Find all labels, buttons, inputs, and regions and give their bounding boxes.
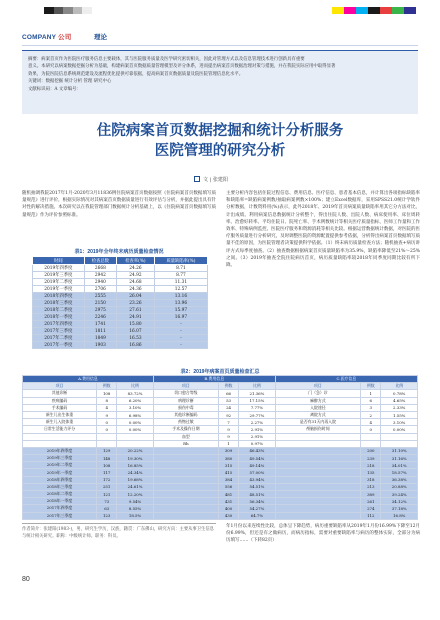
- table1-caption: 表1：2019年全年终末病历质量检查情况: [74, 249, 164, 255]
- table2-sub-header: 比例: [381, 383, 418, 390]
- title-line: 住院病案首页数据挖掘和统计分析服务: [96, 123, 344, 139]
- table2-cell: 入院途径: [275, 404, 360, 411]
- table1-cell: 2018年一季度: [33, 314, 85, 321]
- table2-cell: [275, 433, 360, 440]
- table2-cell: 3: [361, 404, 381, 411]
- table2-cell: 12.20%: [117, 491, 154, 498]
- byline-icon: [194, 176, 200, 182]
- table2-cell: [275, 455, 360, 462]
- table1-cell: -: [154, 342, 207, 349]
- table1: [32, 256, 208, 349]
- table1-cell: 13.96: [154, 300, 207, 307]
- table2-cell: 手术编码: [23, 404, 97, 411]
- table2-cell: 9.54%: [117, 498, 154, 505]
- table-row: [23, 505, 418, 512]
- table2-cell: 4: [361, 419, 381, 426]
- table1-cell: 16.97: [154, 314, 207, 321]
- table2-cell: 2.91%: [239, 426, 276, 433]
- color-swatch: [356, 7, 368, 14]
- table2-cell: [361, 440, 381, 447]
- table-row: [33, 321, 208, 328]
- table2-cell: 20.88%: [381, 483, 418, 490]
- table2-cell: 19.68%: [117, 476, 154, 483]
- table2-cell: [153, 476, 218, 483]
- table2-cell: [275, 476, 360, 483]
- title-line: 医院管理的研究分析: [154, 143, 286, 159]
- table2-cell: 309: [218, 447, 238, 454]
- table2-cell: 24.61%: [117, 483, 154, 490]
- table-row: [33, 300, 208, 307]
- table2-cell: 2018年四季度: [23, 476, 97, 483]
- table2-cell: 135: [361, 469, 381, 476]
- page-number: 80: [22, 576, 30, 583]
- table-row: [23, 469, 418, 476]
- color-swatch: [416, 7, 428, 14]
- table2: [22, 375, 418, 520]
- table2-cell: [361, 433, 381, 440]
- table2-cell: [275, 469, 360, 476]
- table2-cell: 新生儿入院体重: [23, 419, 97, 426]
- table1-header-row: [33, 257, 208, 265]
- table2-cell: 19.30%: [117, 455, 154, 462]
- table2-cell: [275, 483, 360, 490]
- table2-cell: 148: [97, 455, 117, 462]
- table2-cell: 其他诊断: [23, 390, 97, 397]
- table1-cell: 2150: [84, 300, 116, 307]
- color-swatch: [82, 7, 92, 14]
- table1-cell: 23.26: [116, 300, 154, 307]
- table2-cell: 400: [218, 505, 238, 512]
- table2-cell: 药物过敏: [153, 419, 218, 426]
- table2-sub-header: 例数: [361, 383, 381, 390]
- table-row: [23, 512, 418, 519]
- table2-cell: 83.72%: [117, 390, 154, 397]
- color-swatch: [63, 7, 73, 14]
- table2-cell: 损伤中毒: [153, 404, 218, 411]
- table2-cell: 2.27%: [239, 419, 276, 426]
- table1-cell: 15.80: [116, 321, 154, 328]
- table-row: [33, 293, 208, 300]
- table2-cell: 48.51%: [239, 491, 276, 498]
- table2-cell: 108: [97, 462, 117, 469]
- table1-cell: 2555: [84, 293, 116, 300]
- table2-cell: 1.55%: [381, 411, 418, 418]
- table2-cell: Rh: [153, 440, 218, 447]
- table2-cell: 2019年二季度: [23, 462, 97, 469]
- table2-cell: 24.34%: [117, 469, 154, 476]
- table2-cell: 新生儿出生体重: [23, 411, 97, 418]
- table2-cell: 213: [361, 483, 381, 490]
- company-label: COMPANY 公司: [22, 34, 72, 41]
- table1-cell: 8.77: [154, 272, 207, 279]
- table2-cell: 3.10%: [381, 419, 418, 426]
- table2-cell: [153, 491, 218, 498]
- table2-cell: [117, 433, 154, 440]
- table1-cell: 8.71: [154, 265, 207, 272]
- table2-cell: 384: [218, 476, 238, 483]
- left-column-intro: 随机抽调我院2017年1月-2020年3月11836例住院病案首页数据按照《住院病案首页数据填写质量规范》进行评价，根据实际情况对其病案首页数据质量进行有效评估与分析，并据此提出具有针对性的解决措施。本次研究以在我院管理部门数据统计分析基础上，以《住院病案首页数据填写质量规范》作为评价参照标准。: [22, 191, 216, 218]
- table1-cell: 13.16: [154, 293, 207, 300]
- table2-cell: 门（急）诊: [275, 390, 360, 397]
- table2-cell: [275, 491, 360, 498]
- table1-cell: 2017年一季度: [33, 342, 85, 349]
- table1-cell: 24.26: [116, 265, 154, 272]
- color-swatch: [368, 7, 380, 14]
- table2-cell: 2017年三季度: [23, 512, 97, 519]
- table-row: [23, 426, 418, 433]
- table2-cell: 18.57%: [381, 469, 418, 476]
- table-row: [23, 498, 418, 505]
- table2-cell: 36.38%: [381, 476, 418, 483]
- table2-cell: 6.98%: [117, 411, 154, 418]
- table2-cell: 4.65%: [381, 397, 418, 404]
- table1-cell: 2017年四季度: [33, 321, 85, 328]
- table2-cell: 16.85%: [117, 462, 154, 469]
- table2-cell: 415: [218, 469, 238, 476]
- table2-cell: [275, 440, 360, 447]
- keywords-line: 关键词：数据挖掘 统计分析 管理 研究中心: [28, 79, 112, 85]
- table2-cell: 108: [97, 390, 117, 397]
- table1-cell: -: [154, 321, 207, 328]
- table2-cell: 0.00%: [117, 426, 154, 433]
- color-swatch: [332, 7, 344, 14]
- color-swatch: [344, 7, 356, 14]
- table2-cell: [381, 440, 418, 447]
- table2-cell: 73: [97, 498, 117, 505]
- abstract-line: 意义。本研究以病案数据挖掘分析为基础，构建病案首页数据质量管理模型及评分体系，进而提出病案首页数据治理对策与措施，并在我院实际应用中取得显著: [28, 64, 336, 70]
- table2-cell: 43.94%: [239, 476, 276, 483]
- doc-code-line: 文献标识码：A 文章编号：: [28, 86, 81, 92]
- table2-cell: 389: [361, 491, 381, 498]
- table2-cell: [275, 447, 360, 454]
- table1-header-cell: 时间: [33, 257, 85, 265]
- table2-cell: 556: [218, 483, 238, 490]
- table2-cell: 31.10%: [381, 447, 418, 454]
- table2-cell: 切口愈合等级: [153, 390, 218, 397]
- table2-cell: 0.00%: [381, 426, 418, 433]
- table2-cell: 6: [361, 397, 381, 404]
- table2-cell: [275, 505, 360, 512]
- table1-cell: 15.97: [154, 307, 207, 314]
- table2-cell: 7: [218, 419, 238, 426]
- table2-cell: 21.36%: [239, 390, 276, 397]
- table2-cell: 54.51%: [239, 483, 276, 490]
- table2-cell: 39.24%: [381, 491, 418, 498]
- table2-cell: 1: [218, 440, 238, 447]
- table2-cell: 2017年四季度: [23, 505, 97, 512]
- table1-cell: 16.07: [116, 328, 154, 335]
- table2-cell: 0: [361, 426, 381, 433]
- table2-cell: 172: [97, 476, 117, 483]
- table2-cell: [153, 455, 218, 462]
- table2-cell: [153, 505, 218, 512]
- table2-cell: 1: [361, 390, 381, 397]
- table1-cell: 2975: [84, 307, 116, 314]
- table2-cell: 274: [361, 505, 381, 512]
- color-calibration-bar-right: [332, 7, 428, 14]
- table-row: [23, 411, 418, 418]
- table2-cell: 17.15%: [239, 397, 276, 404]
- table2-cell: 病理诊断: [153, 397, 218, 404]
- table2-group-header-row: [23, 376, 418, 383]
- table1-cell: 24.68: [116, 279, 154, 286]
- table2-caption: 表2：2019年病案首页质量检查汇总: [180, 369, 260, 375]
- table2-cell: 8: [97, 397, 117, 404]
- table-row: [33, 265, 208, 272]
- author-byline: 文 | 张建阳: [194, 176, 228, 183]
- table2-cell: [97, 440, 117, 447]
- table1-cell: 1741: [84, 321, 116, 328]
- table-row: [33, 279, 208, 286]
- table2-cell: 54.27%: [239, 505, 276, 512]
- table2-cell: 2018年一季度: [23, 498, 97, 505]
- table1-cell: 26.04: [116, 293, 154, 300]
- table2-cell: 63: [97, 505, 117, 512]
- table2-cell: 2019年一季度: [23, 469, 97, 476]
- table2-cell: 380: [218, 455, 238, 462]
- table-row: [33, 342, 208, 349]
- table2-cell: [23, 440, 97, 447]
- abstract-line: 效果，为院医院信息系统规范建设及流程优化提供可靠依据，提高病案首页数据质量及院医院管理信息化水平。: [28, 71, 244, 77]
- table2-cell: [275, 512, 360, 519]
- table1-cell: 24.92: [116, 272, 154, 279]
- table2-cell: 200: [361, 447, 381, 454]
- table1-cell: 2246: [84, 314, 116, 321]
- table2-cell: 8.55%: [117, 505, 154, 512]
- color-swatch: [73, 7, 83, 14]
- table-row: [23, 447, 418, 454]
- table-row: [23, 476, 418, 483]
- table2-cell: 2.33%: [381, 404, 418, 411]
- table2-cell: 16.8%: [381, 512, 418, 519]
- table2-cell: 218: [361, 462, 381, 469]
- table2-cell: [153, 483, 218, 490]
- table2-sub-header: 项目: [275, 383, 360, 390]
- table2-cell: 0.78%: [381, 390, 418, 397]
- right-column-text: 主要分析内容包括住院过程信息、费用信息、医疗信息、患者基本信息，并计算出各项指标缺陷率和缺陷率=缺陷病案例数/抽取病案例数×100%；建立Excel数据库，采用SPSS21.0统计学软件分析数据，计数资料用(%)表示，此外2018年、2019年首页病案质量缺陷率用其它分方法对比，计出成绩。利用病案信息数据统计分析整个，得出住院人数、出院人数、病床使用率、床位周转率、治愈好转率、平均住院日、院死亡率、手术例数统计等相关医疗质量指标，医师工作量和工作效率、特殊病例监控、医院医疗服务和资源消耗等相关比较。根据运营数据统计数据，对医院的医疗服务质量进行分析研究，及时调整医院的资源配置提供参考依据，分析得出病案首页数据填写质量不佳的原因，为医院管理者决策提供科学依据。（1）终末病历质量检查方法；随机抽查+病历讲评方式每季度抽查。（2）抽查数据根据病案首页质量缺陷率为35.9%，缺陷率降低至21%～25%之间。（3）2019年抽查全院住院病历首页，病历质量缺陷率较2018年同季度同期比较有所下降。: [226, 191, 420, 269]
- table2-cell: 2: [361, 411, 381, 418]
- table2-cell: 2.91%: [239, 433, 276, 440]
- color-swatch: [380, 7, 392, 14]
- table1-cell: 12.57: [154, 286, 207, 293]
- table2-group-header: B.费用信息: [153, 376, 275, 383]
- table-row: [33, 307, 208, 314]
- color-swatch: [44, 7, 54, 14]
- table2-cell: 31.16%: [381, 455, 418, 462]
- table1-cell: 1811: [84, 328, 116, 335]
- table1-cell: 11.31: [154, 279, 207, 286]
- table2-cell: 0: [97, 419, 117, 426]
- table2-cell: [153, 498, 218, 505]
- table2-group-header: C.医疗信息: [275, 376, 417, 383]
- table2-cell: 日常生活能力评分: [23, 426, 97, 433]
- table1-header-cell: 质量缺陷率(%): [154, 257, 207, 265]
- table2-cell: 颅脑损伤时间: [275, 426, 360, 433]
- table2-cell: 0: [97, 426, 117, 433]
- table2-cell: 18.5%: [117, 512, 154, 519]
- table-row: [23, 455, 418, 462]
- table1-cell: 2940: [84, 279, 116, 286]
- abstract-box: [22, 50, 418, 114]
- table-row: [23, 491, 418, 498]
- table1-cell: 2019年一季度: [33, 286, 85, 293]
- table2-cell: 46.43%: [239, 447, 276, 454]
- table2-cell: 24: [218, 404, 238, 411]
- table2-cell: 129: [97, 447, 117, 454]
- table2-cell: 29.77%: [239, 411, 276, 418]
- table1-cell: 2019年三季度: [33, 272, 85, 279]
- table2-cell: 34.12%: [381, 498, 418, 505]
- table2-cell: 麻醉方式: [275, 397, 360, 404]
- table2-sub-header: 比例: [239, 383, 276, 390]
- table1-cell: 2018年四季度: [33, 293, 85, 300]
- table1-cell: 1849: [84, 335, 116, 342]
- table1-cell: 2017年三季度: [33, 328, 85, 335]
- table2-sub-header: 例数: [218, 383, 238, 390]
- table2-cell: 92: [218, 411, 238, 418]
- table1-cell: 16.53: [116, 335, 154, 342]
- table1-header-cell: 检查总数: [84, 257, 116, 265]
- table1-cell: 24.36: [116, 286, 154, 293]
- table2-cell: [275, 498, 360, 505]
- table2-cell: [117, 440, 154, 447]
- table2-cell: 251: [97, 483, 117, 490]
- table2-sub-header: 项目: [23, 383, 97, 390]
- table2-sub-header: 项目: [153, 383, 218, 390]
- table2-cell: 34.01%: [381, 462, 418, 469]
- table2-cell: 疾病编码: [23, 397, 97, 404]
- table2-cell: 318: [361, 476, 381, 483]
- table2-cell: 481: [218, 491, 238, 498]
- table1-cell: 2019年四季度: [33, 265, 85, 272]
- table2-cell: 9: [218, 426, 238, 433]
- table-row: [33, 272, 208, 279]
- table2-cell: [23, 433, 97, 440]
- table2-cell: 56.34%: [239, 498, 276, 505]
- table2-cell: 2018年三季度: [23, 483, 97, 490]
- table-row: [23, 419, 418, 426]
- table2-cell: 430: [218, 512, 238, 519]
- table2-sub-header: 比例: [117, 383, 154, 390]
- author-footnote: 作者简介：张建阳(1983-)，男，研究生学历，汉族，籍贯：广东佛山，研究方向：主要从事卫生信息与统计相关研究。职称：中级统计师。职务：科员。: [22, 523, 216, 541]
- table2-cell: 123: [97, 512, 117, 519]
- table2-cell: 431: [218, 498, 238, 505]
- color-calibration-bar-left: [44, 7, 92, 14]
- table2-cell: [153, 469, 218, 476]
- table2-cell: 117: [97, 469, 117, 476]
- color-swatch: [404, 7, 416, 14]
- table1-cell: 1903: [84, 342, 116, 349]
- table1-cell: -: [154, 328, 207, 335]
- table2-cell: [381, 433, 418, 440]
- table1-cell: 27.61: [116, 307, 154, 314]
- table2-cell: 239: [361, 455, 381, 462]
- page-header: [22, 32, 418, 46]
- table2-cell: 9: [97, 411, 117, 418]
- table2-cell: 66: [218, 390, 238, 397]
- table2-cell: 4: [97, 404, 117, 411]
- table2-cell: 0.00%: [117, 419, 154, 426]
- table2-cell: 49.54%: [239, 455, 276, 462]
- table2-cell: 离院方式: [275, 411, 360, 418]
- table2-cell: 其他诊断编码: [153, 411, 218, 418]
- table-row: [33, 328, 208, 335]
- table-row: [33, 314, 208, 321]
- table-row: [23, 390, 418, 397]
- table2-cell: [275, 462, 360, 469]
- table2-cell: 64.7%: [239, 512, 276, 519]
- right-column-continuation: 年1月份以来连续性比较，总体呈下降趋势，病历重要缺陷率从2019年1月份16.99%下降至12月份6.99%，但还是有之做病历，而病历指标，需要对重要缺陷率与病历的整体实际，全部分为病历填写……（下转82页）: [226, 524, 420, 544]
- color-swatch: [392, 7, 404, 14]
- table2-cell: 49.14%: [239, 462, 276, 469]
- article-title: [30, 121, 410, 161]
- table1-cell: 2019年二季度: [33, 279, 85, 286]
- table2-cell: 2019年三季度: [23, 455, 97, 462]
- table-row: [23, 440, 418, 447]
- table2-cell: 6.20%: [117, 397, 154, 404]
- table2-cell: 20.22%: [117, 447, 154, 454]
- table2-cell: 3.10%: [117, 404, 154, 411]
- table2-cell: 57.00%: [239, 469, 276, 476]
- table2-cell: 是否有31天内再入院: [275, 419, 360, 426]
- table2-cell: 血型: [153, 433, 218, 440]
- table2-cell: 315: [218, 462, 238, 469]
- table1-cell: 16.86: [116, 342, 154, 349]
- table2-cell: [153, 462, 218, 469]
- table1-cell: 24.91: [116, 314, 154, 321]
- table-row: [23, 433, 418, 440]
- table2-sub-header-row: [23, 383, 418, 390]
- table2-group-header: A.费用信息: [23, 376, 154, 383]
- table-row: [23, 483, 418, 490]
- table1-cell: 2018年二季度: [33, 307, 85, 314]
- table2-cell: 261: [361, 498, 381, 505]
- table-row: [23, 397, 418, 404]
- table1-cell: 2018年三季度: [33, 300, 85, 307]
- table1-cell: 2668: [84, 265, 116, 272]
- table-row: [23, 462, 418, 469]
- color-swatch: [54, 7, 64, 14]
- table1-cell: -: [154, 335, 207, 342]
- table1-cell: 2706: [84, 286, 116, 293]
- table2-cell: 112: [361, 512, 381, 519]
- table2-sub-header: 例数: [97, 383, 117, 390]
- table2-cell: 53: [218, 397, 238, 404]
- table2-cell: 37.18%: [381, 505, 418, 512]
- table2-cell: 0.97%: [239, 440, 276, 447]
- table2-cell: 2019年四季度: [23, 447, 97, 454]
- table2-cell: 2018年二季度: [23, 491, 97, 498]
- table2-cell: 7.77%: [239, 404, 276, 411]
- abstract-line: 摘要：病案首页作为医院医疗服务信息主要载体，其与医院服务质量及医学研究密切相关，因此对管理方式以及信息管理技术进行创新具有重要: [28, 57, 305, 62]
- table-row: [33, 286, 208, 293]
- table2-cell: [153, 512, 218, 519]
- table2-cell: 121: [97, 491, 117, 498]
- table2-cell: [153, 447, 218, 454]
- table-row: [23, 404, 418, 411]
- section-label: 理论: [94, 34, 107, 41]
- table-row: [33, 335, 208, 342]
- table1-header-cell: 检查率(%): [116, 257, 154, 265]
- table1-cell: 2017年二季度: [33, 335, 85, 342]
- table2-cell: 手术及操作日期: [153, 426, 218, 433]
- table2-cell: 9: [218, 433, 238, 440]
- table1-cell: 2942: [84, 272, 116, 279]
- table2-cell: [97, 433, 117, 440]
